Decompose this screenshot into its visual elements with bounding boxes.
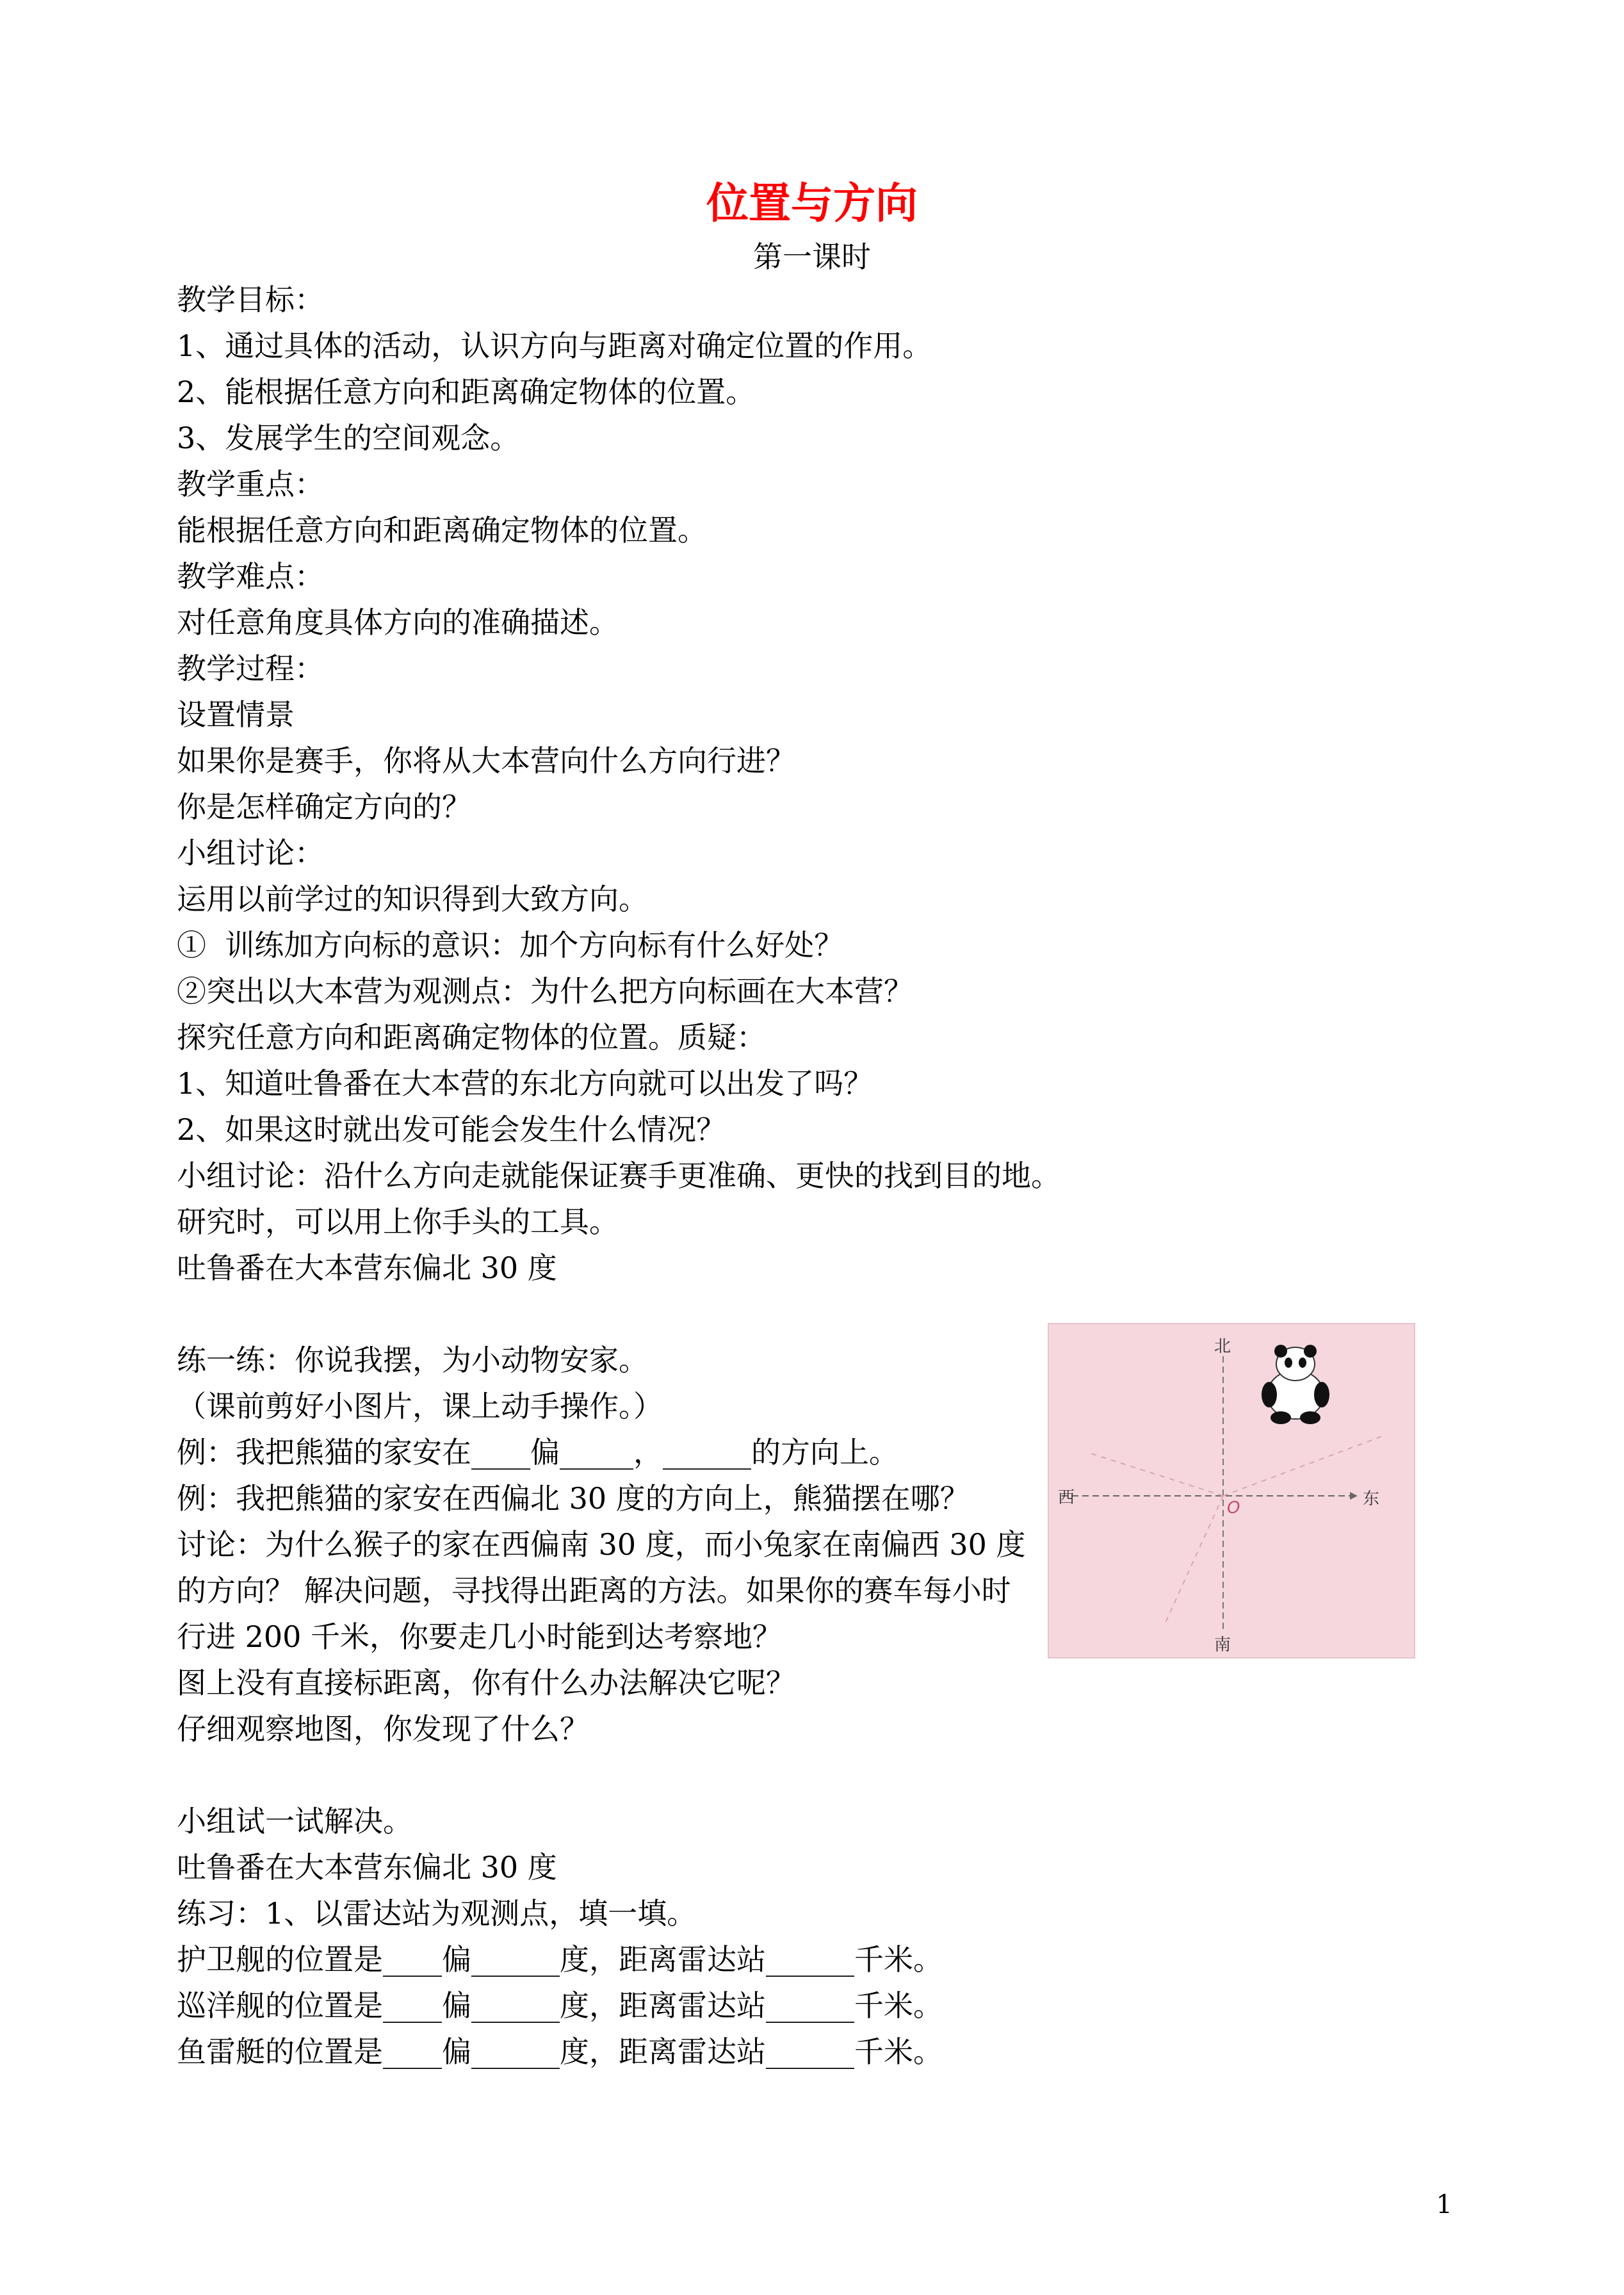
page-title: 位置与方向 <box>706 179 918 228</box>
text-line: 图上没有直接标距离，你有什么办法解决它呢？ <box>177 1666 795 1700</box>
text-line: 吐鲁番在大本营东偏北 30 度 <box>177 1850 557 1885</box>
text-line: 1、通过具体的活动，认识方向与距离对确定位置的作用。 <box>177 328 932 363</box>
origin-label: O <box>1227 1498 1240 1518</box>
text-line: 2、如果这时就出发可能会发生什么情况？ <box>177 1112 726 1147</box>
text-line: 巡洋舰的位置是____偏______度，距离雷达站______千米。 <box>177 1988 943 2023</box>
south-label: 南 <box>1214 1635 1231 1655</box>
text-paragraph: 讨论：为什么猴子的家在西偏南 30 度，而小兔家在南偏西 30 度的方向？ 解决问题，寻找得出距离的方法。如果你的赛车每小时行进 200 千米，你要走几小时能到达考察地？ <box>177 1527 1026 1654</box>
text-line: 练习：1、以雷达站为观测点，填一填。 <box>177 1896 697 1931</box>
lesson-body <box>177 277 1393 2075</box>
blank-line <box>177 1752 1393 1798</box>
text-line: 鱼雷艇的位置是____偏______度，距离雷达站______千米。 <box>177 2034 943 2069</box>
text-line: 能根据任意方向和距离确定物体的位置。 <box>177 513 707 547</box>
text-line: ① 训练加方向标的意识：加个方向标有什么好处？ <box>177 928 844 962</box>
north-label: 北 <box>1214 1337 1231 1356</box>
text-line: 运用以前学过的知识得到大致方向。 <box>177 882 648 916</box>
text-line: 吐鲁番在大本营东偏北 30 度 <box>177 1251 557 1285</box>
text-line: 2、能根据任意方向和距离确定物体的位置。 <box>177 375 756 409</box>
direction-map-image <box>1048 1323 1415 1658</box>
panda-icon <box>1262 1345 1329 1424</box>
text-line: 对任意角度具体方向的准确描述。 <box>177 605 619 640</box>
text-line: 1、知道吐鲁番在大本营的东北方向就可以出发了吗？ <box>177 1066 873 1101</box>
text-line: 小组讨论：沿什么方向走就能保证赛手更准确、更快的找到目的地。 <box>177 1158 1060 1193</box>
text-line: 练一练：你说我摆，为小动物安家。 <box>177 1343 648 1377</box>
text-line: 教学过程： <box>177 651 324 686</box>
text-line: ②突出以大本营为观测点：为什么把方向标画在大本营？ <box>177 974 913 1009</box>
text-line: 教学重点： <box>177 467 324 501</box>
text-line: 探究任意方向和距离确定物体的位置。质疑： <box>177 1020 766 1055</box>
text-line: 教学难点： <box>177 559 324 594</box>
text-line: 3、发展学生的空间观念。 <box>177 421 520 455</box>
text-line: 仔细观察地图，你发现了什么？ <box>177 1712 589 1746</box>
text-line: 如果你是赛手，你将从大本营向什么方向行进？ <box>177 743 795 778</box>
page-subtitle: 第一课时 <box>753 239 871 274</box>
text-line: （课前剪好小图片，课上动手操作。） <box>177 1389 663 1423</box>
page-number: 1 <box>1436 2190 1452 2219</box>
text-line: 护卫舰的位置是____偏______度，距离雷达站______千米。 <box>177 1942 943 1977</box>
text-line: 教学目标： <box>177 282 324 317</box>
west-label: 西 <box>1058 1488 1075 1507</box>
text-line: 小组讨论： <box>177 836 324 870</box>
text-line: 例：我把熊猫的家安在____偏_____，______的方向上。 <box>177 1435 898 1470</box>
text-paragraph: 例：我把熊猫的家安在西偏北 30 度的方向上，熊猫摆在哪？ <box>177 1481 970 1516</box>
text-line: 小组试一试解决。 <box>177 1804 412 1838</box>
text-line: 研究时，可以用上你手头的工具。 <box>177 1204 619 1239</box>
east-label: 东 <box>1363 1489 1380 1509</box>
text-line: 设置情景 <box>177 697 295 732</box>
direction-axes <box>1049 1324 1414 1657</box>
text-line: 你是怎样确定方向的？ <box>177 790 471 824</box>
